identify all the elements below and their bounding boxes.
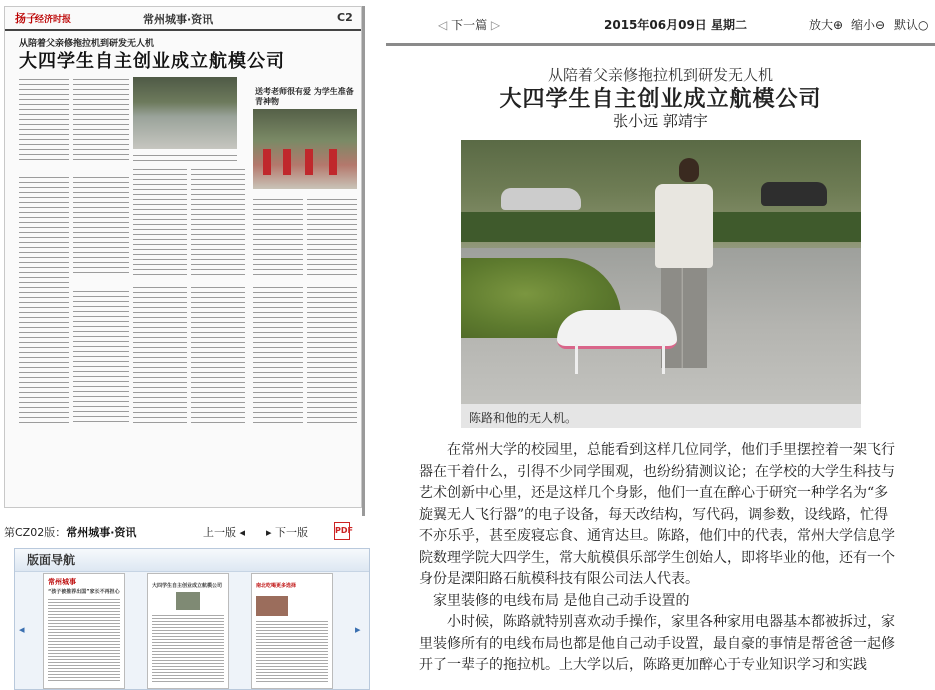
photo-caption: 陈路和他的无人机。 bbox=[469, 411, 578, 425]
newspaper-page-panel bbox=[0, 0, 372, 688]
scan-text-column bbox=[73, 175, 129, 275]
article-title: 大四学生自主创业成立航模公司 bbox=[499, 86, 822, 112]
scan-text-column bbox=[191, 167, 245, 277]
zoom-default-button[interactable]: 默认○ bbox=[894, 18, 929, 32]
scan-text-column bbox=[133, 153, 237, 163]
scan-photo-drone bbox=[133, 77, 237, 149]
radio-icon: ○ bbox=[918, 18, 929, 32]
page-thumbnail[interactable]: 大四学生自主创业成立航模公司 bbox=[147, 573, 229, 689]
next-edition-link[interactable]: ▸ 下一版 bbox=[266, 526, 309, 539]
scan-text-column bbox=[19, 77, 69, 161]
scan-masthead bbox=[5, 7, 361, 31]
scan-text-column bbox=[73, 77, 129, 161]
scan-article-title[interactable]: 大四学生自主创业成立航模公司 bbox=[19, 51, 285, 72]
nav-scroll-right-icon[interactable]: ▸ bbox=[355, 623, 361, 636]
newspaper-page-scan[interactable] bbox=[4, 6, 362, 508]
scan-text-column bbox=[307, 197, 357, 277]
toolbar-divider bbox=[386, 43, 935, 46]
triangle-left-icon: ◁ bbox=[438, 18, 448, 32]
edition-label: 第CZ02版：常州城事·资讯 bbox=[4, 526, 137, 539]
page-thumbnail[interactable]: 南北吃喝更多选择 bbox=[251, 573, 333, 689]
scan-article-subtitle[interactable]: 从陪着父亲修拖拉机到研发无人机 bbox=[19, 39, 155, 49]
article-photo bbox=[461, 140, 861, 428]
triangle-left-icon: ◂ bbox=[239, 526, 246, 539]
triangle-right-icon: ▷ bbox=[490, 18, 501, 32]
scan-text-column bbox=[133, 285, 187, 425]
scan-text-column bbox=[307, 285, 357, 425]
scan-text-column bbox=[253, 285, 303, 425]
scan-text-column bbox=[19, 175, 69, 425]
zoom-out-icon: ⊖ bbox=[875, 18, 886, 32]
prev-edition-link[interactable]: 上一版 ◂ bbox=[203, 526, 246, 539]
prev-article-link[interactable]: ◁ 下一篇 ▷ bbox=[438, 18, 501, 32]
reader-toolbar bbox=[386, 0, 935, 44]
zoom-in-button[interactable]: 放大⊕ bbox=[809, 18, 844, 32]
zoom-in-icon: ⊕ bbox=[833, 18, 844, 32]
article-body bbox=[419, 440, 897, 677]
scan-text-column bbox=[191, 285, 245, 425]
scan-photo-students bbox=[253, 109, 357, 189]
scan-side-headline[interactable]: 送考老师很有爱 为学生准备青神物 bbox=[255, 87, 354, 106]
masthead-name: 经济时报 bbox=[35, 15, 72, 25]
issue-date: 2015年06月09日 星期二 bbox=[604, 18, 747, 32]
scan-text-column bbox=[133, 167, 187, 277]
photo-image bbox=[461, 140, 861, 404]
nav-scroll-left-icon[interactable]: ◂ bbox=[19, 623, 25, 636]
page-navigation-panel bbox=[14, 548, 370, 690]
article-authors: 张小远 郭靖宇 bbox=[613, 112, 708, 130]
article-subtitle: 从陪着父亲修拖拉机到研发无人机 bbox=[547, 66, 773, 84]
triangle-right-icon: ▸ bbox=[266, 526, 272, 539]
scan-text-column bbox=[253, 197, 303, 277]
masthead-logo: 扬子 bbox=[15, 12, 37, 25]
nav-panel-title: 版面导航 bbox=[15, 549, 369, 572]
article-subheading: 家里装修的电线布局 是他自己动手设置的 bbox=[433, 592, 690, 609]
scan-text-column bbox=[73, 289, 129, 425]
article-paragraph: 小时候，陈路就特别喜欢动手操作，家里各种家用电器基本都被拆过，家里装修所有的电线布局也都是他自己动手设置，最自豪的事情是帮爸爸一起修开了一辈子的拖拉机。上大学以后，陈路更加醉心于专业知识学习和实践 bbox=[419, 614, 895, 673]
pdf-icon[interactable]: PDF bbox=[334, 522, 350, 540]
article-reader bbox=[386, 0, 935, 688]
scan-divider bbox=[362, 6, 365, 516]
scan-section-name: 常州城事·资讯 bbox=[143, 13, 214, 26]
zoom-out-button[interactable]: 缩小⊖ bbox=[851, 18, 886, 32]
page-thumbnail[interactable]: 常州城事 “孩子被推荐出国”家长不再担心 bbox=[43, 573, 125, 689]
scan-page-code: C2 bbox=[337, 11, 353, 24]
edition-name: 常州城事·资讯 bbox=[66, 526, 137, 539]
edition-bar bbox=[4, 518, 369, 544]
article-paragraph: 在常州大学的校园里，总能看到这样几位同学，他们手里摆控着一架飞行器在干着什么，引得不少同学围观，也纷纷猜测议论；在学校的大学生科技与艺术创新中心里，还是这样几个身影，他们一直在醉心于研究一种学名为“多旋翼无人飞行器”的电子设备，每天改结构，写代码，调参数，设线路，忙得不亦乐乎，甚至废寝忘食、通宵达旦。陈路，他们中的代表，常州大学信息学院数理学院大四学生，常大航模俱乐部学生创始人，即将毕业的他，还有一个身份是溧阳路石航模科技有限公司法人代表。 bbox=[419, 442, 895, 587]
